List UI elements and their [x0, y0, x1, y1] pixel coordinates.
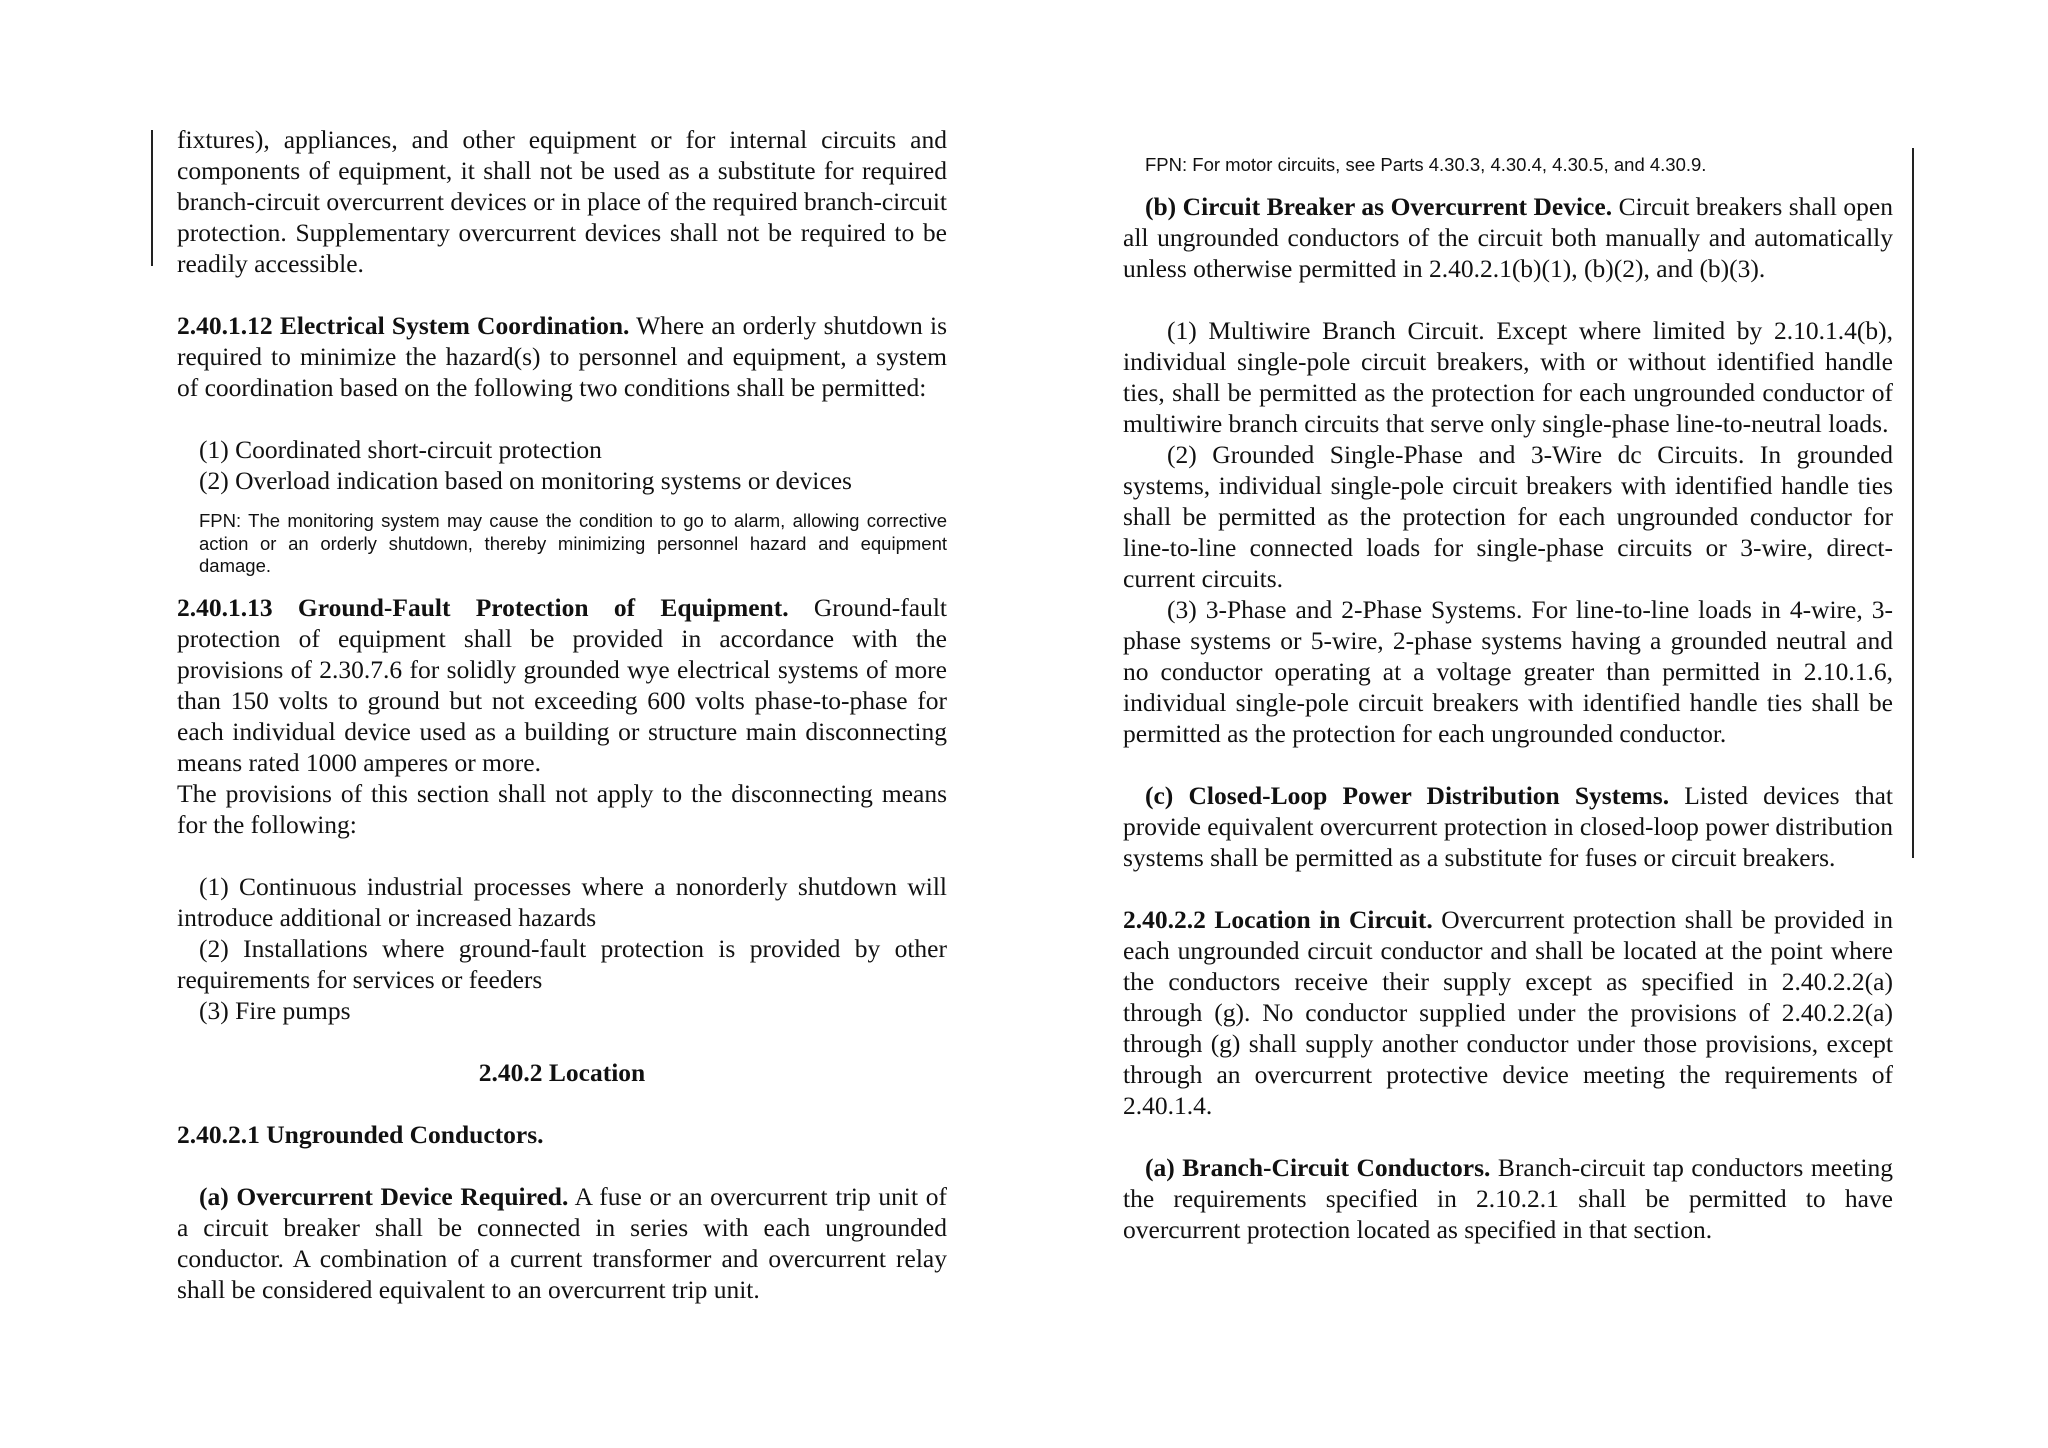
- section-2-40-2-2: [1123, 904, 1893, 1121]
- section-body: Where an orderly shutdown is required to minimize the hazard(s) to personnel and equipment, a system of coordination based on the following two conditions shall be permitted:: [177, 311, 947, 402]
- fpn-note: FPN: The monitoring system may cause the condition to go to alarm, allowing corrective action or an orderly shutdown, thereby minimizing personnel hazard and equipment damage.: [199, 510, 947, 576]
- section-paragraph: The provisions of this section shall not apply to the disconnecting means for the following:: [177, 778, 947, 839]
- subsection-body: Branch-circuit tap conductors meeting the requirements specified in 2.10.2.1 shall be permitted to have overcurrent protection located as specified in that section.: [1123, 1152, 1893, 1244]
- subsection-a: [177, 1181, 947, 1305]
- part-heading: 2.40.2 Location: [478, 1057, 646, 1087]
- subsection-a-branch: [1123, 1152, 1893, 1245]
- section-heading: 2.40.2.2 Location in Circuit.: [1123, 904, 1433, 934]
- subsection-heading: (a) Branch-Circuit Conductors.: [1145, 1152, 1491, 1182]
- list-item: (1) Coordinated short-circuit protection: [199, 435, 602, 464]
- section-body: Ground-fault protection of equipment shall be provided in accordance with the provisions of 2.30.7.6 for solidly grounded wye electrical systems of more than 150 volts to ground but not exceeding 600 volts phase-to-phase for each individual device used as a building or structure main disconnecting means rated 1000 amperes or more.: [177, 592, 947, 777]
- section-heading: 2.40.2.1 Ungrounded Conductors.: [177, 1119, 544, 1149]
- intro-paragraph: fixtures), appliances, and other equipment or for internal circuits and components of equipment, it shall not be used as a substitute for required branch-circuit overcurrent devices or in place of the required branch-circuit protection. Supplementary overcurrent devices shall not be required to be readily accessible.: [177, 125, 947, 278]
- list-item: (3) Fire pumps: [199, 995, 351, 1025]
- subsection-heading: (a) Overcurrent Device Required.: [199, 1181, 569, 1211]
- subsection-b: [1123, 191, 1893, 284]
- section-2-40-2-1-heading: [177, 1119, 947, 1150]
- subsection-c: [1123, 780, 1893, 873]
- fpn-note: FPN: For motor circuits, see Parts 4.30.3, 4.30.4, 4.30.5, and 4.30.9.: [1145, 154, 1707, 175]
- right-column: [1123, 150, 1893, 1245]
- item-b1: (1) Multiwire Branch Circuit. Except where limited by 2.10.1.4(b), individual single-pole circuit breakers, with or without identified handle ties, shall be permitted as the protection for each ungrounded conductor of multiwire branch circuits that serve only single-phase line-to-neutral loads.: [1123, 315, 1893, 438]
- subsection-body: Listed devices that provide equivalent overcurrent protection in closed-loop power distribution systems shall be permitted as a substitute for fuses or circuit breakers.: [1123, 780, 1893, 872]
- section-heading: 2.40.1.13 Ground-Fault Protection of Equipment.: [177, 592, 789, 622]
- list-item: (2) Overload indication based on monitoring systems or devices: [199, 466, 852, 495]
- subsection-heading: (b) Circuit Breaker as Overcurrent Device.: [1145, 191, 1613, 221]
- section-2-40-1-12: [177, 310, 947, 403]
- change-bar-right: [1912, 148, 1914, 858]
- left-column: [177, 124, 947, 1305]
- section-body: Overcurrent protection shall be provided in each ungrounded circuit conductor and shall be located at the point where the conductors receive their supply except as specified in 2.40.2.2(a) through (g). No conductor supplied under the provisions of 2.40.2.2(a) through (g) shall supply another conductor under those provisions, except through an overcurrent protective device meeting the requirements of 2.40.1.4.: [1123, 904, 1893, 1120]
- subsection-heading: (c) Closed-Loop Power Distribution Systems.: [1145, 780, 1670, 810]
- section-2-40-1-13: [177, 592, 947, 778]
- item-b3: (3) 3-Phase and 2-Phase Systems. For line-to-line loads in 4-wire, 3-phase systems or 5-wire, 2-phase systems having a grounded neutral and no conductor operating at a voltage greater than permitted in 2.10.1.6, individual single-pole circuit breakers with identified handle ties shall be permitted as the protection for each ungrounded conductor.: [1123, 594, 1893, 748]
- list-item: (1) Continuous industrial processes where a nonorderly shutdown will introduce additional or increased hazards: [177, 871, 947, 932]
- item-b2: (2) Grounded Single-Phase and 3-Wire dc Circuits. In grounded systems, individual single-pole circuit breakers with identified handle ties shall be permitted as the protection for each ungrounded conductor for line-to-line connected loads for single-phase circuits or 3-wire, direct-current circuits.: [1123, 439, 1893, 593]
- list-item: (2) Installations where ground-fault protection is provided by other requirements for services or feeders: [177, 933, 947, 994]
- subsection-body: Circuit breakers shall open all ungrounded conductors of the circuit both manually and automatically unless otherwise permitted in 2.40.2.1(b)(1), (b)(2), and (b)(3).: [1123, 191, 1893, 283]
- change-bar-left: [151, 130, 153, 266]
- subsection-body: A fuse or an overcurrent trip unit of a circuit breaker shall be connected in series with each ungrounded conductor. A combination of a current transformer and overcurrent relay shall be considered equivalent to an overcurrent trip unit.: [177, 1181, 948, 1304]
- section-heading: 2.40.1.12 Electrical System Coordination.: [177, 311, 630, 340]
